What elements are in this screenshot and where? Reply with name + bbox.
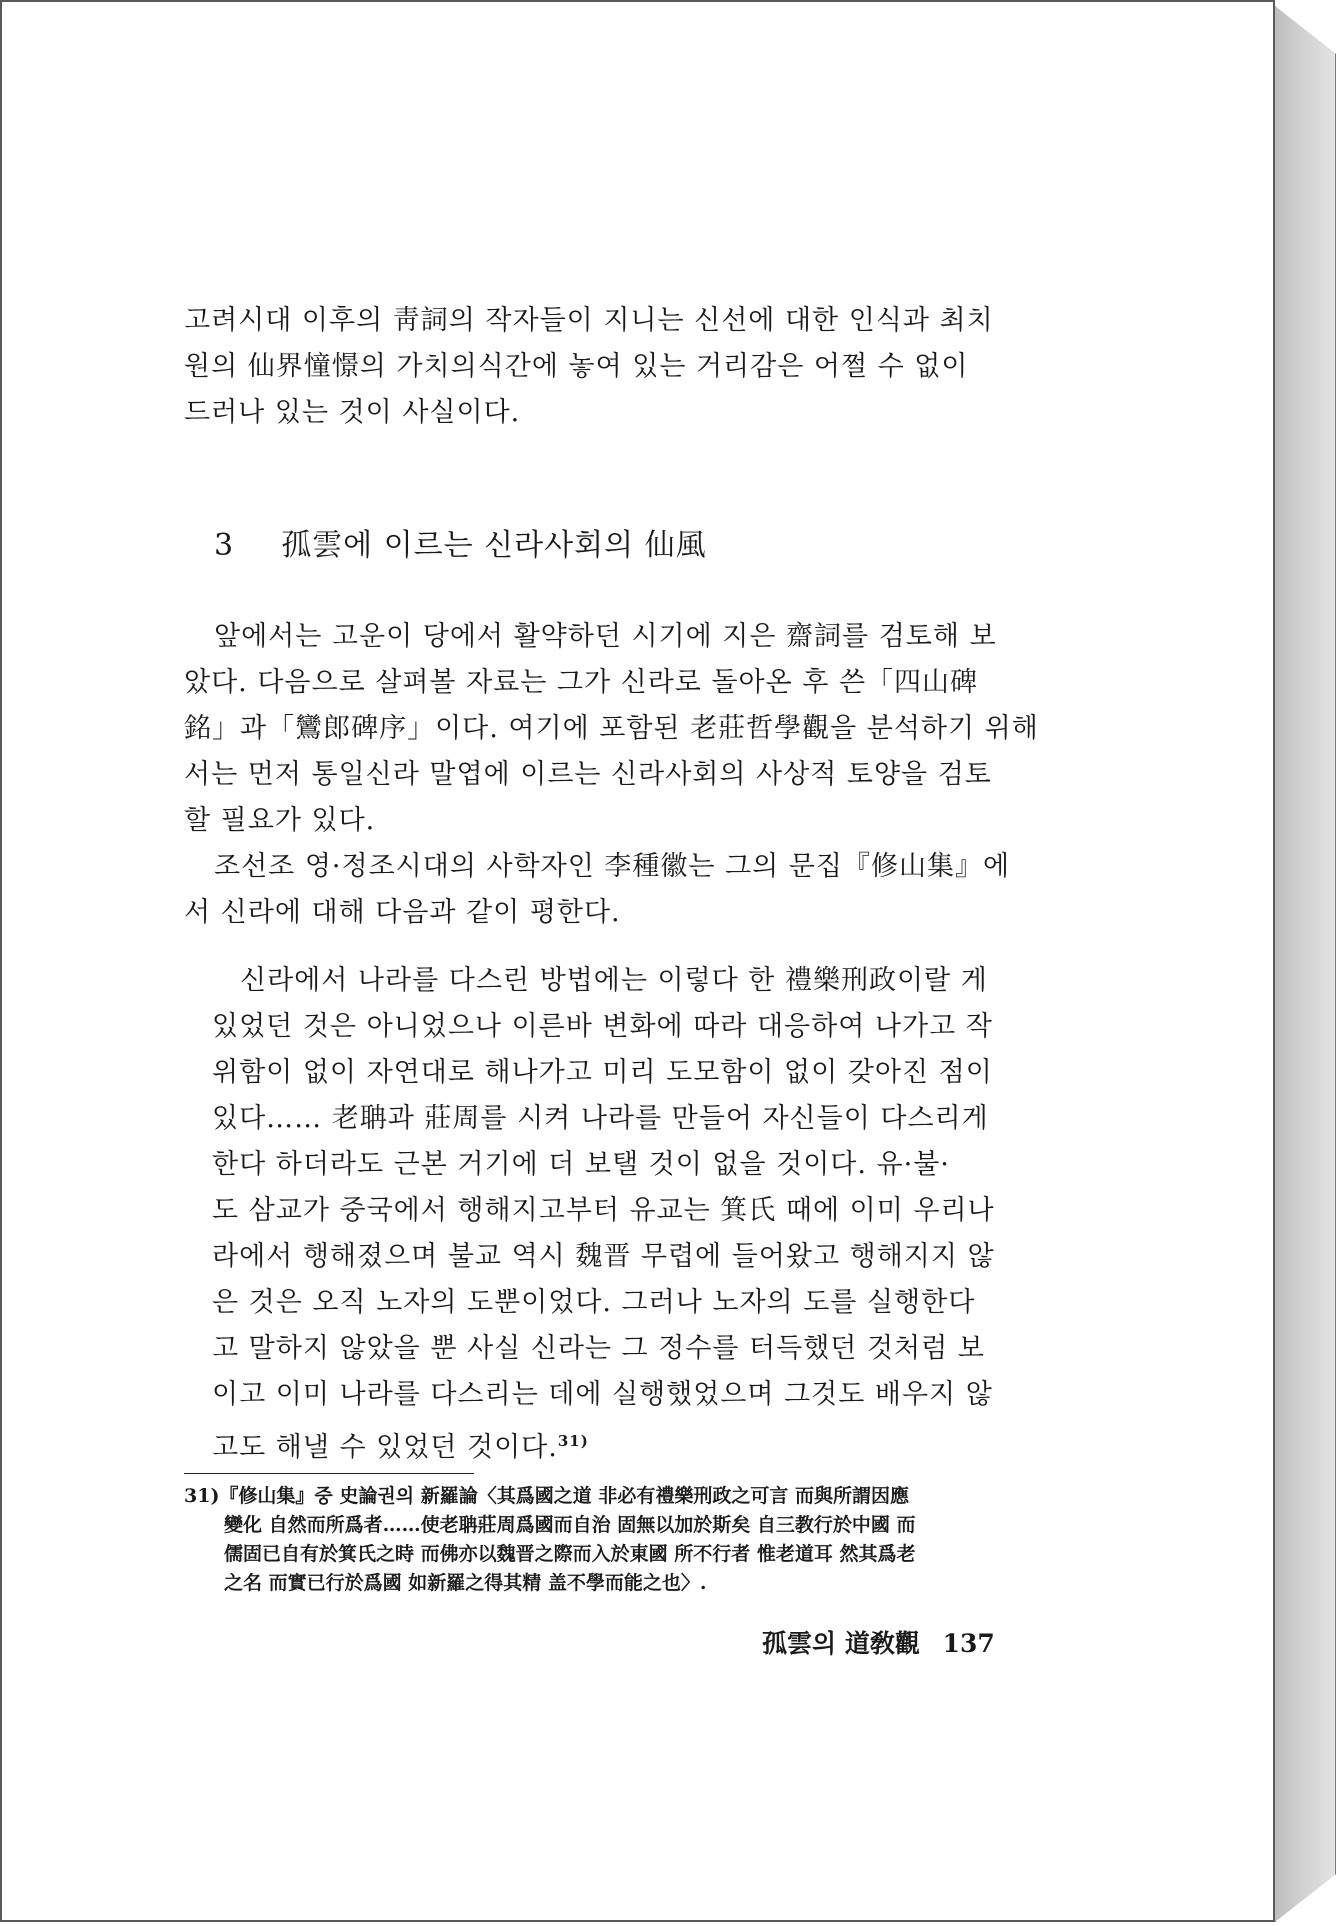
footnote-line: 變化 自然而所爲者……使老聃莊周爲國而自治 固無以加於斯矣 自三教行於中國 而: [224, 1514, 916, 1536]
quote-line: 있었던 것은 아니었으나 이른바 변화에 따라 대응하여 나가고 작: [212, 1011, 993, 1042]
quote-last-text: 고도 해낼 수 있었던 것이다.: [212, 1432, 558, 1463]
body-paragraphs: [184, 614, 1039, 936]
block-quote: [212, 958, 1034, 1471]
quote-line: 있다…… 老聃과 莊周를 시켜 나라를 만들어 자신들이 다스리게: [212, 1103, 989, 1134]
quote-line: 이고 이미 나라를 다스리는 데에 실행했었으며 그것도 배우지 않: [212, 1379, 993, 1410]
quote-line: 은 것은 오직 노자의 도뿐이었다. 그러나 노자의 도를 실행한다: [212, 1287, 976, 1318]
footnote-line: 儒固已自有於箕氏之時 而佛亦以魏晋之際而入於東國 所不行者 惟老道耳 然其爲老: [224, 1543, 916, 1565]
quote-line: 신라에서 나라를 다스린 방법에는 이렇다 한 禮樂刑政이랄 게: [240, 965, 988, 996]
footnote-divider: [184, 1473, 474, 1474]
page-number: 137: [942, 1629, 995, 1658]
footnote-line: 31)『修山集』중 史論권의 新羅論〈其爲國之道 非必有禮樂刑政之可言 而與所謂因應: [184, 1485, 909, 1507]
intro-line: 원의 仙界憧憬의 가치의식간에 놓여 있는 거리감은 어쩔 수 없이: [184, 351, 969, 382]
body-line: 銘」과「鸞郎碑序」이다. 여기에 포함된 老莊哲學觀을 분석하기 위해: [184, 713, 1039, 744]
page-footer: [762, 1624, 995, 1660]
intro-line: 고려시대 이후의 靑詞의 작자들이 지니는 신선에 대한 인식과 최치: [184, 305, 994, 336]
body-line: 서는 먼저 통일신라 말엽에 이르는 신라사회의 사상적 토양을 검토: [184, 759, 992, 790]
footnote-line: 之名 而實已行於爲國 如新羅之得其精 盖不學而能之也〉.: [224, 1572, 707, 1594]
quote-line: 한다 하더라도 근본 거기에 더 보탤 것이 없을 것이다. 유·불·: [212, 1149, 950, 1180]
body-line: 았다. 다음으로 살펴볼 자료는 그가 신라로 돌아온 후 쓴「四山碑: [184, 667, 979, 698]
section-number: 3: [214, 528, 235, 563]
body-line: 조선조 영·정조시대의 사학자인 李種徽는 그의 문집『修山集』에: [214, 851, 1011, 882]
quote-line: 고 말하지 않았을 뿐 사실 신라는 그 정수를 터득했던 것처럼 보: [212, 1333, 985, 1364]
body-line: 서 신라에 대해 다음과 같이 평한다.: [184, 897, 621, 928]
footnote: [184, 1482, 1034, 1598]
intro-line: 드러나 있는 것이 사실이다.: [184, 397, 521, 428]
footnote-ref[interactable]: 31): [557, 1432, 589, 1450]
page-stack-edge: [1275, 6, 1336, 1922]
body-line: 앞에서는 고운이 당에서 활약하던 시기에 지은 齋詞를 검토해 보: [214, 621, 997, 652]
running-title: 孤雲의 道敎觀: [762, 1629, 920, 1658]
section-title: 孤雲에 이르는 신라사회의 仙風: [281, 528, 707, 563]
quote-line: 도 삼교가 중국에서 행해지고부터 유교는 箕氏 때에 이미 우리나: [212, 1195, 995, 1226]
intro-paragraph: [184, 298, 1034, 436]
quote-line: 라에서 행해졌으며 불교 역시 魏晋 무렵에 들어왔고 행해지지 않: [212, 1241, 995, 1272]
quote-line: [212, 1418, 1034, 1471]
section-heading: [214, 520, 707, 564]
body-line: 할 필요가 있다.: [184, 805, 376, 836]
quote-line: 위함이 없이 자연대로 해나가고 미리 도모함이 없이 갖아진 점이: [212, 1057, 993, 1088]
